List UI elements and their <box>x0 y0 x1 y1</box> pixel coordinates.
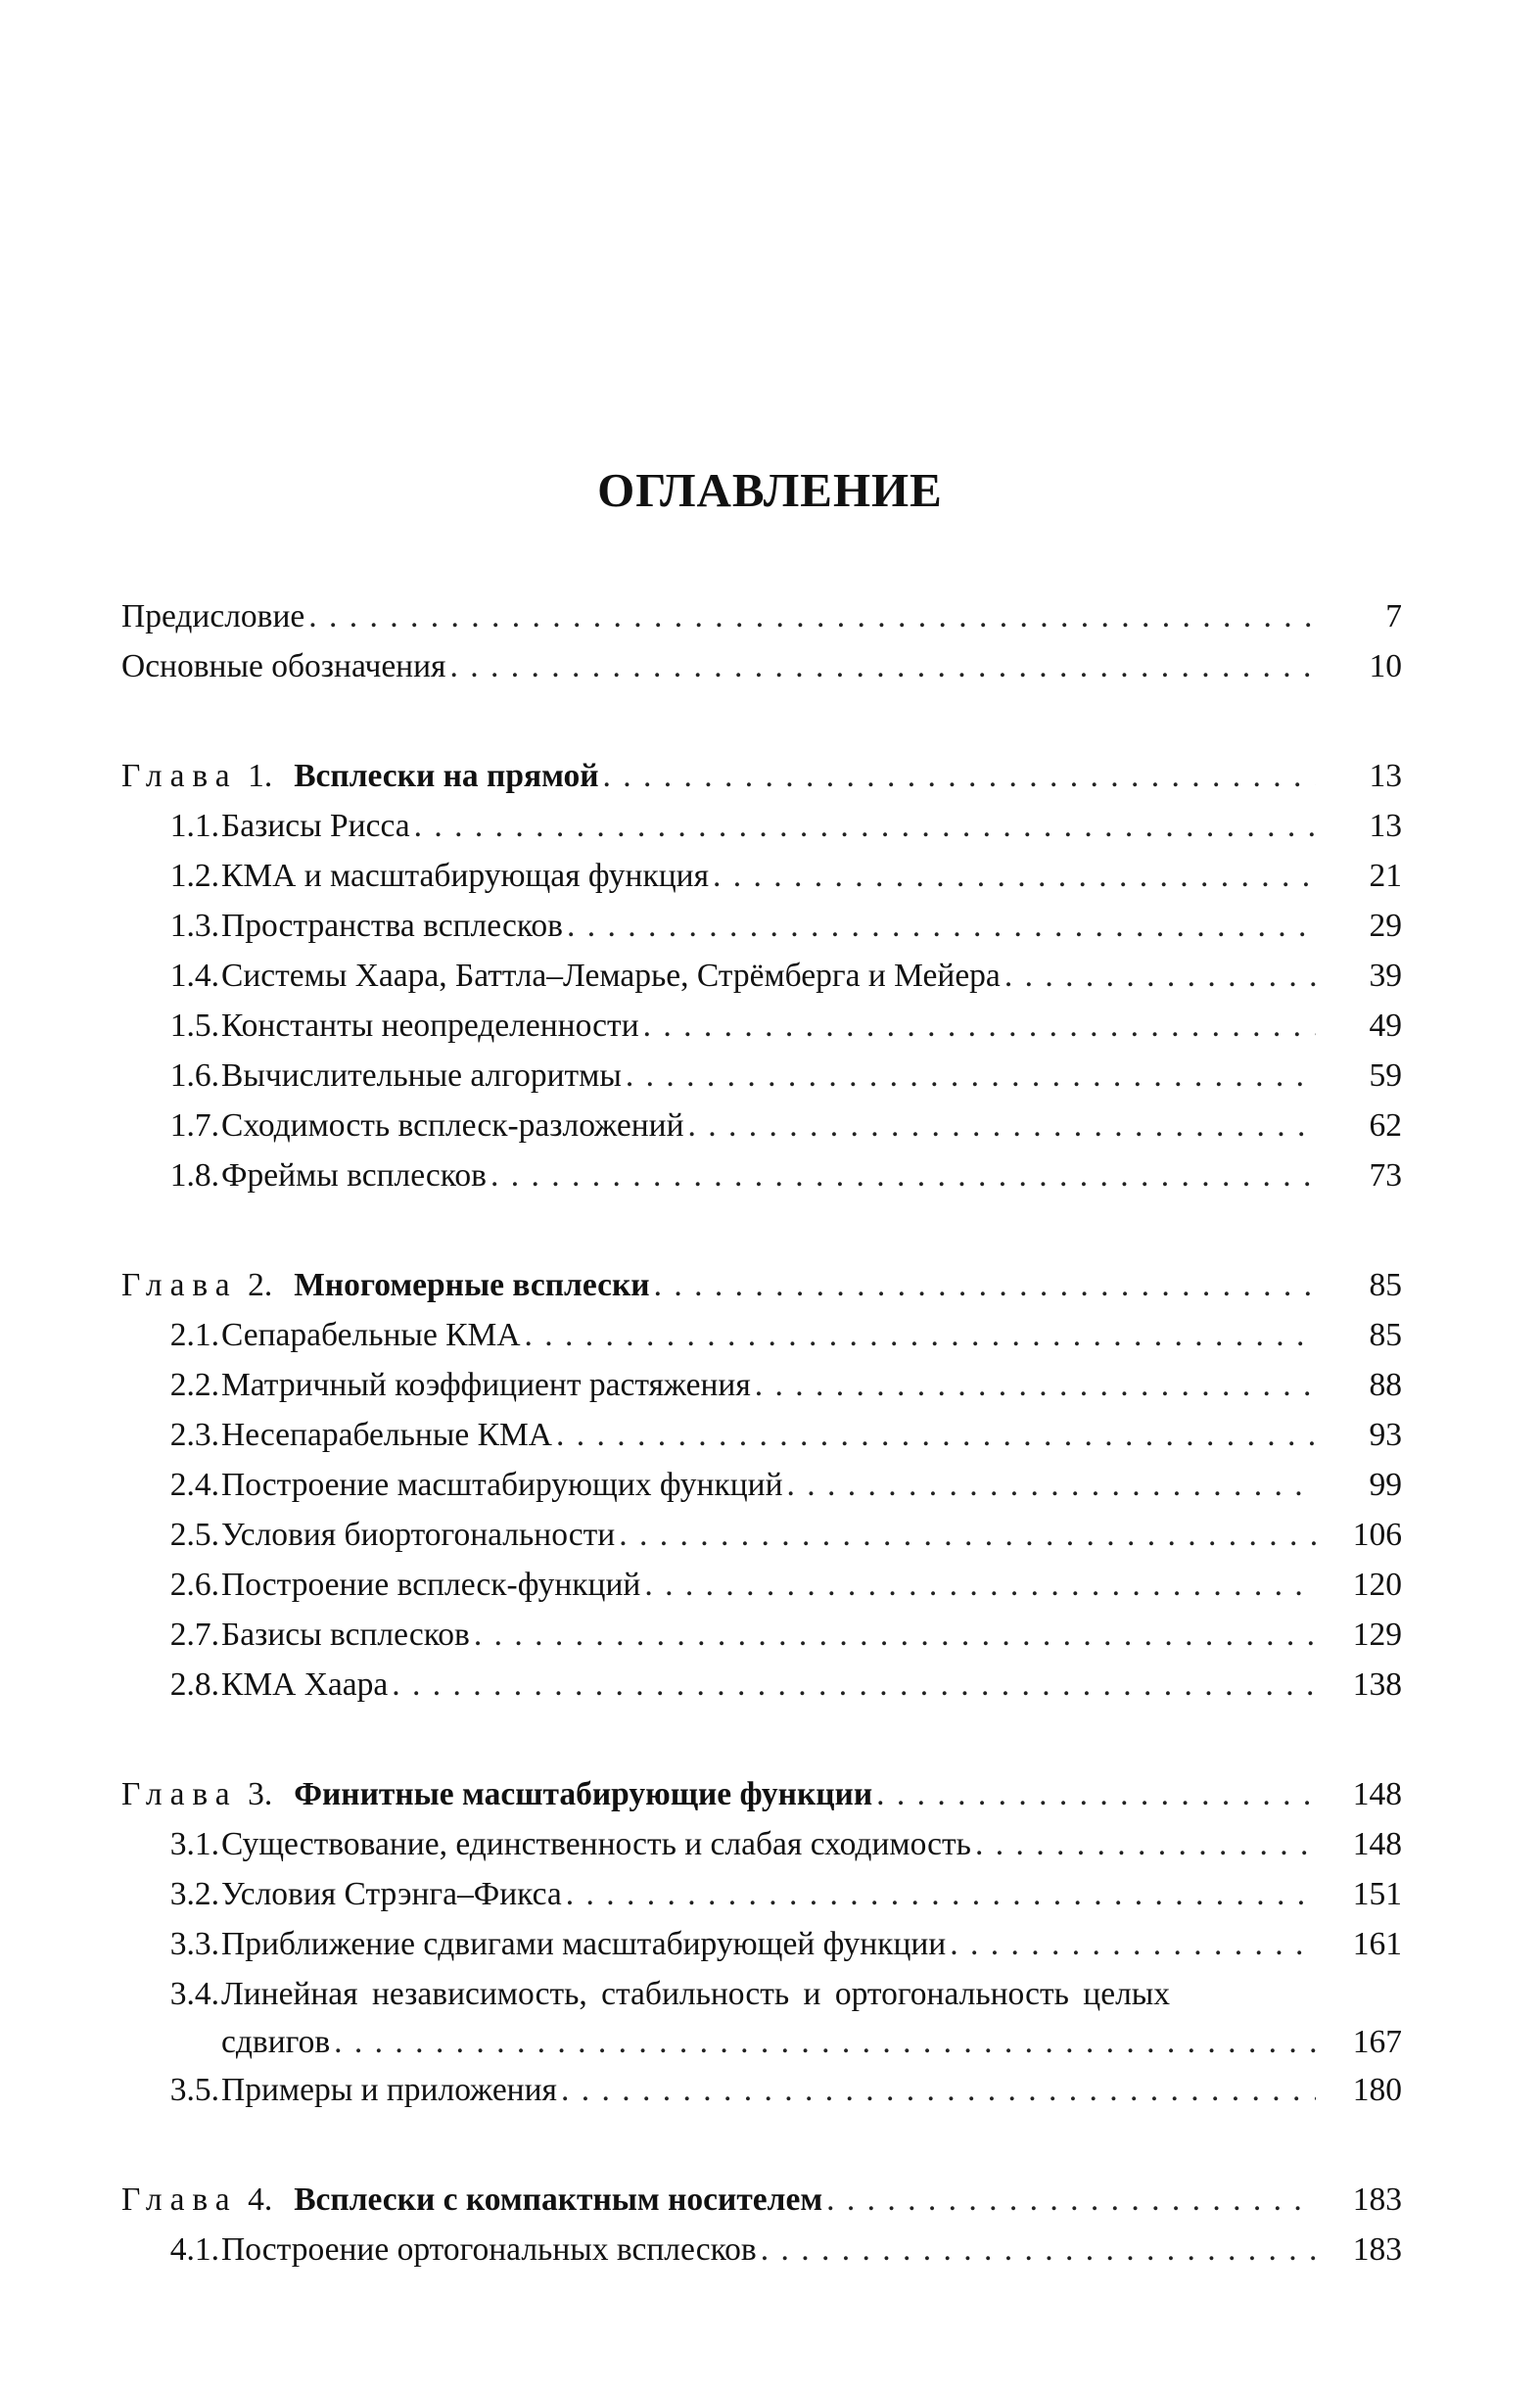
section-title-line-2: сдвигов <box>221 2024 331 2060</box>
leader-dots <box>644 1560 1316 1610</box>
section-title: Фреймы всплесков <box>221 1157 487 1194</box>
leader-dots <box>755 1360 1316 1410</box>
page-number: 106 <box>1352 1517 1402 1553</box>
leader-dots <box>561 2065 1316 2115</box>
chapter-number: 3. <box>239 1776 273 1812</box>
toc-section[interactable] <box>121 1150 1402 1200</box>
section-number: 1.5. <box>169 1008 219 1044</box>
chapter-label: Глава <box>121 2182 238 2218</box>
leader-dots <box>556 1410 1316 1460</box>
entry-title: Предисловие <box>121 598 305 634</box>
section-number: 1.2. <box>169 858 219 894</box>
toc-chapter-1[interactable] <box>121 751 1402 801</box>
toc-section[interactable] <box>121 951 1402 1001</box>
chapter-number: 1. <box>239 758 273 794</box>
section-title: Базисы всплесков <box>221 1617 470 1653</box>
section-number: 2.1. <box>169 1317 219 1353</box>
section-number: 3.2. <box>169 1876 219 1912</box>
page-number: 62 <box>1369 1107 1402 1144</box>
leader-dots <box>474 1610 1316 1660</box>
chapter-label: Глава <box>121 1267 238 1303</box>
section-title: Сепарабельные КМА <box>221 1317 521 1353</box>
page-number: 13 <box>1369 808 1402 844</box>
section-title: Условия Стрэнга–Фикса <box>221 1876 562 1912</box>
toc-entry-notation[interactable] <box>121 641 1402 691</box>
toc-chapter-2[interactable] <box>121 1260 1402 1310</box>
leader-dots <box>414 801 1316 851</box>
toc-section[interactable] <box>121 1051 1402 1101</box>
page-number: 7 <box>1385 598 1402 634</box>
toc-section[interactable] <box>121 2225 1402 2275</box>
chapter-number: 2. <box>239 1267 273 1303</box>
section-number: 2.5. <box>169 1517 219 1553</box>
section-title: Условия биортогональности <box>221 1517 616 1553</box>
page-number: 49 <box>1369 1008 1402 1044</box>
toc-section[interactable] <box>121 1660 1402 1710</box>
toc-section[interactable] <box>121 1869 1402 1919</box>
page-number: 167 <box>1352 2024 1402 2060</box>
toc-section[interactable] <box>121 1001 1402 1051</box>
section-number: 1.6. <box>169 1057 219 1094</box>
leader-dots <box>626 1051 1316 1101</box>
page-number: 148 <box>1352 1776 1402 1812</box>
section-number: 1.1. <box>169 808 219 844</box>
leader-dots <box>975 1819 1316 1869</box>
page-number: 180 <box>1352 2072 1402 2108</box>
leader-dots <box>826 2175 1316 2225</box>
section-title: Построение ортогональных всплесков <box>221 2231 757 2268</box>
spacer <box>121 1200 1402 1260</box>
section-title: Примеры и приложения <box>221 2072 557 2108</box>
page-number: 93 <box>1369 1417 1402 1453</box>
section-title: Несепарабельные КМА <box>221 1417 552 1453</box>
spacer <box>121 691 1402 751</box>
leader-dots <box>308 591 1316 641</box>
toc-section[interactable] <box>121 1310 1402 1360</box>
page-number: 13 <box>1369 758 1402 794</box>
toc-section[interactable] <box>121 1819 1402 1869</box>
section-title: Построение масштабирующих функций <box>221 1467 783 1503</box>
leader-dots <box>567 901 1316 951</box>
leader-dots <box>688 1101 1316 1150</box>
section-title: КМА Хаара <box>221 1666 389 1703</box>
toc-section[interactable] <box>121 1410 1402 1460</box>
page-number: 183 <box>1352 2231 1402 2268</box>
page-number: 29 <box>1369 908 1402 944</box>
section-title: Вычислительные алгоритмы <box>221 1057 622 1094</box>
page-number: 39 <box>1369 958 1402 994</box>
chapter-label: Глава <box>121 1776 238 1812</box>
section-title: КМА и масштабирующая функция <box>221 858 710 894</box>
section-title: Константы неопределенности <box>221 1008 639 1044</box>
toc-section-wrapped[interactable] <box>121 1969 1402 2017</box>
leader-dots <box>449 641 1316 691</box>
page-number: 73 <box>1369 1157 1402 1194</box>
toc-section[interactable] <box>121 851 1402 901</box>
leader-dots <box>787 1460 1316 1510</box>
page-number: 148 <box>1352 1826 1402 1862</box>
toc-section[interactable] <box>121 1919 1402 1969</box>
section-number: 2.4. <box>169 1467 219 1503</box>
section-number: 1.8. <box>169 1157 219 1194</box>
page-title: ОГЛАВЛЕНИЕ <box>597 463 943 517</box>
section-title: Существование, единственность и слабая сходимость <box>221 1826 971 1862</box>
page-number: 138 <box>1352 1666 1402 1703</box>
section-number: 3.5. <box>169 2072 219 2108</box>
toc-section[interactable] <box>121 1360 1402 1410</box>
section-title: Сходимость всплеск-разложений <box>221 1107 684 1144</box>
toc-section-continuation[interactable] <box>121 2017 1402 2065</box>
section-number: 2.2. <box>169 1367 219 1403</box>
page-number: 183 <box>1352 2182 1402 2218</box>
section-number: 2.3. <box>169 1417 219 1453</box>
entry-title: Основные обозначения <box>121 648 446 684</box>
leader-dots <box>603 751 1316 801</box>
page-number: 59 <box>1369 1057 1402 1094</box>
chapter-name: Финитные масштабирующие функции <box>294 1776 873 1812</box>
leader-dots <box>619 1510 1316 1560</box>
page-number: 85 <box>1369 1267 1402 1303</box>
page-number: 21 <box>1369 858 1402 894</box>
chapter-name: Многомерные всплески <box>294 1267 650 1303</box>
leader-dots <box>950 1919 1316 1969</box>
page-number: 161 <box>1352 1926 1402 1962</box>
section-number: 2.8. <box>169 1666 219 1703</box>
leader-dots <box>566 1869 1316 1919</box>
page-number: 151 <box>1352 1876 1402 1912</box>
page-number: 120 <box>1352 1567 1402 1603</box>
section-title: Построение всплеск-функций <box>221 1567 641 1603</box>
section-number: 2.7. <box>169 1617 219 1653</box>
leader-dots <box>876 1769 1316 1819</box>
section-title: Системы Хаара, Баттла–Лемарье, Стрёмберга и Мейера <box>221 958 1001 994</box>
section-number: 3.3. <box>169 1926 219 1962</box>
chapter-label: Глава <box>121 758 238 794</box>
leader-dots <box>490 1150 1316 1200</box>
section-number: 3.1. <box>169 1826 219 1862</box>
page-number: 129 <box>1352 1617 1402 1653</box>
leader-dots <box>1004 951 1316 1001</box>
toc-section[interactable] <box>121 901 1402 951</box>
chapter-name: Всплески на прямой <box>294 758 599 794</box>
toc-section[interactable] <box>121 1510 1402 1560</box>
section-number: 1.7. <box>169 1107 219 1144</box>
page-number: 10 <box>1369 648 1402 684</box>
toc-section[interactable] <box>121 2065 1402 2115</box>
toc-chapter-4[interactable] <box>121 2175 1402 2225</box>
toc-section[interactable] <box>121 1460 1402 1510</box>
section-number: 4.1. <box>169 2231 219 2268</box>
leader-dots <box>654 1260 1316 1310</box>
toc-section[interactable] <box>121 1610 1402 1660</box>
section-title: Базисы Рисса <box>221 808 410 844</box>
leader-dots <box>761 2225 1316 2275</box>
page-number: 88 <box>1369 1367 1402 1403</box>
section-title: Матричный коэффициент растяжения <box>221 1367 751 1403</box>
section-title: Пространства всплесков <box>221 908 563 944</box>
chapter-number: 4. <box>239 2182 273 2218</box>
chapter-name: Всплески с компактным носителем <box>294 2182 823 2218</box>
table-of-contents <box>121 591 1402 2275</box>
section-title: Приближение сдвигами масштабирующей функции <box>221 1926 947 1962</box>
page-number: 85 <box>1369 1317 1402 1353</box>
toc-chapter-3[interactable] <box>121 1769 1402 1819</box>
leader-dots <box>392 1660 1316 1710</box>
toc-section[interactable] <box>121 1560 1402 1610</box>
spacer <box>121 1710 1402 1769</box>
leader-dots <box>713 851 1316 901</box>
toc-entry-preface[interactable] <box>121 591 1402 641</box>
toc-section[interactable] <box>121 801 1402 851</box>
leader-dots <box>643 1001 1316 1051</box>
section-title-line-1: Линейная независимость, стабильность и ортогональность целых <box>221 1976 1171 2012</box>
section-number: 2.6. <box>169 1567 219 1603</box>
leader-dots <box>334 2017 1316 2067</box>
section-number: 1.3. <box>169 908 219 944</box>
section-number: 1.4. <box>169 958 219 994</box>
spacer <box>121 2115 1402 2175</box>
section-number: 3.4. <box>169 1976 219 2012</box>
leader-dots <box>525 1310 1316 1360</box>
toc-section[interactable] <box>121 1101 1402 1150</box>
page-number: 99 <box>1369 1467 1402 1503</box>
